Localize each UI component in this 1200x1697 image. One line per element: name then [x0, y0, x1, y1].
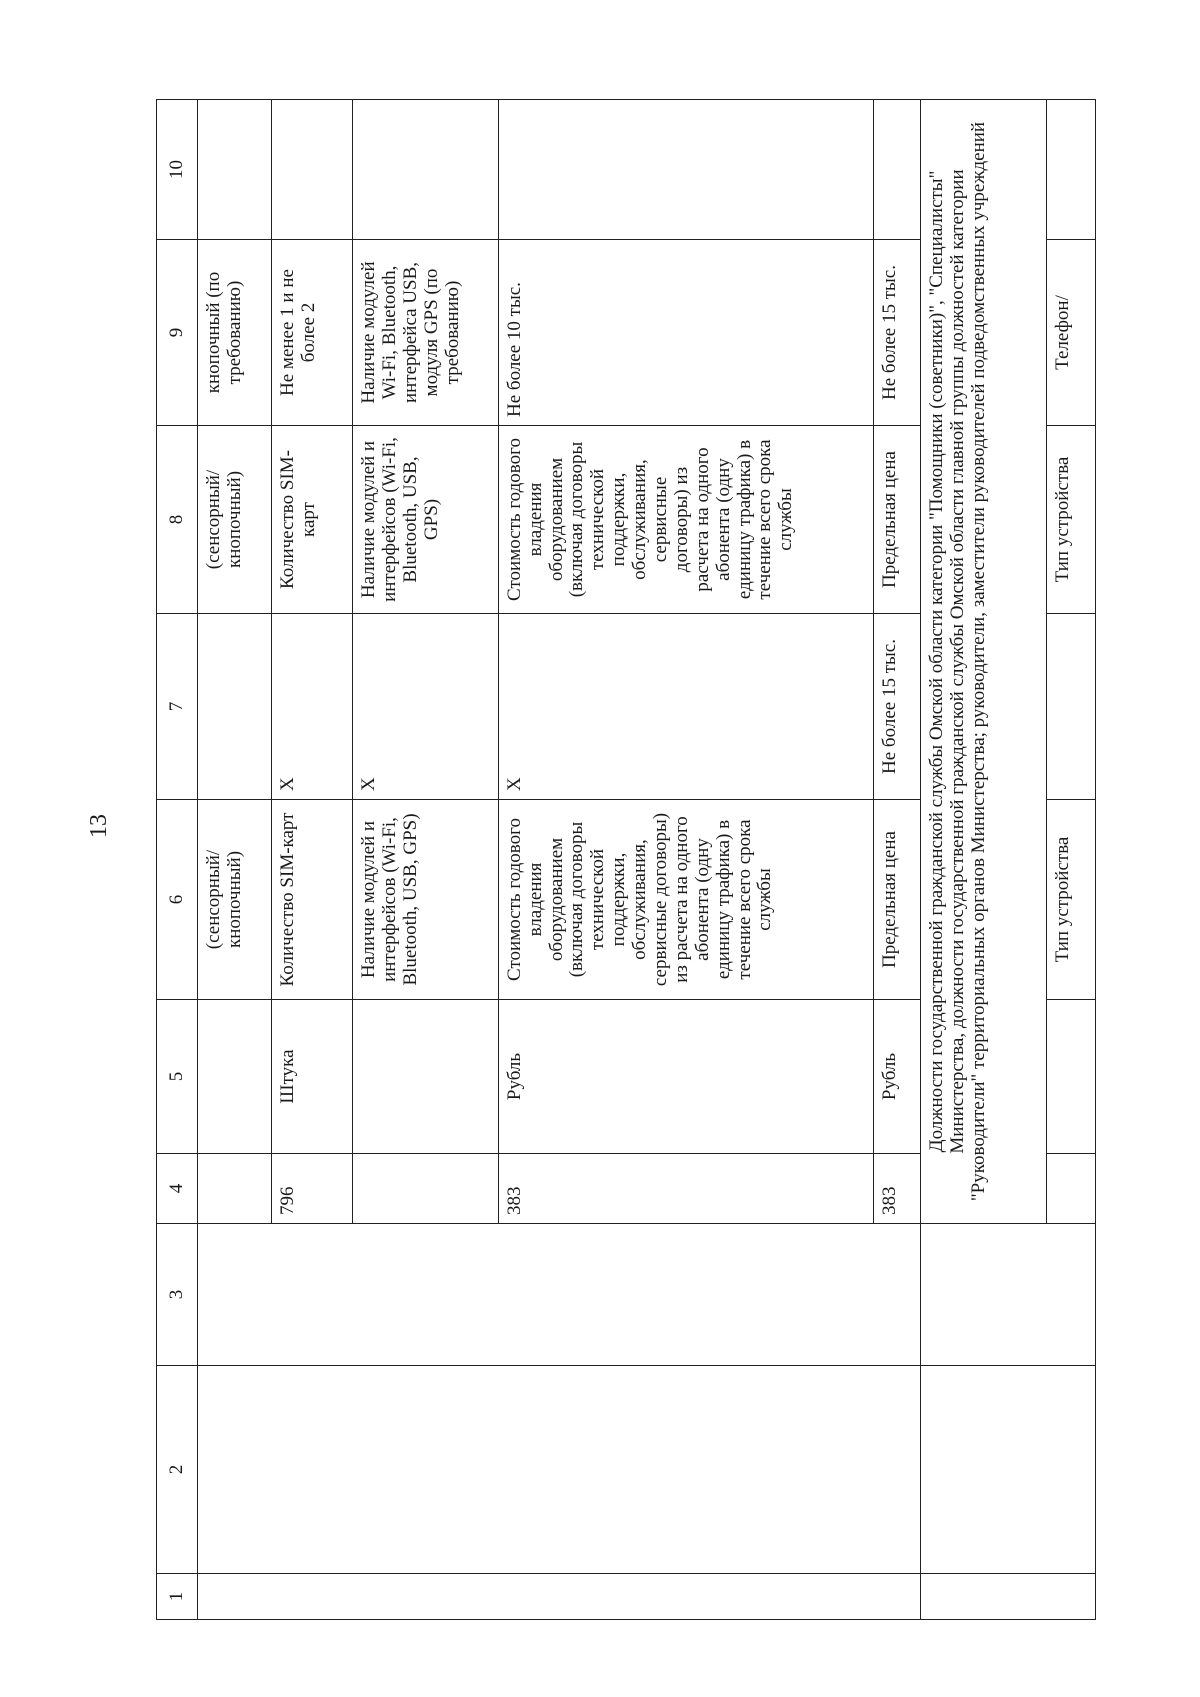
- table-cell: Предельная цена: [873, 800, 920, 1000]
- table-cell: Предельная цена: [873, 426, 920, 614]
- table-cell: [1046, 1154, 1095, 1224]
- header-cell: 3: [157, 1224, 198, 1366]
- header-cell: 9: [157, 240, 198, 426]
- table-cell: [1046, 1000, 1095, 1154]
- table-cell: (сенсорный/ кнопочный): [198, 800, 271, 1000]
- rotated-table-container: [156, 100, 1096, 1620]
- table-cell: [921, 1224, 1096, 1366]
- header-cell: 7: [157, 614, 198, 800]
- table-cell: [1046, 614, 1095, 800]
- table-cell: кнопочный (по требованию): [198, 240, 271, 426]
- table-cell: [353, 1000, 499, 1154]
- table-cell: Тип устройства: [1046, 800, 1095, 1000]
- section-heading-cell: Должности государственной гражданской службы Омской области категории "Помощники (советники)", "Специалисты" Министерства, должности государственной гражданской службы Омской области главной группы должностей категории "Руководители" территориальных органов Министерства; руководители, заместители руководителей подведомственных учреждений: [921, 100, 1047, 1224]
- table-cell: Наличие модулей и интерфейсов (Wi-Fi, Bluetooth, USB, GPS): [353, 426, 499, 614]
- table-cell: 383: [498, 1154, 873, 1224]
- table-cell: [353, 100, 499, 240]
- table-cell: [271, 100, 352, 240]
- table-cell: [198, 1574, 921, 1620]
- table-cell: [1046, 100, 1095, 240]
- table-cell: [198, 100, 271, 240]
- table-cell: Тип устройства: [1046, 426, 1095, 614]
- table-cell: [198, 1000, 271, 1154]
- table-cell: [921, 1574, 1096, 1620]
- header-cell: 8: [157, 426, 198, 614]
- header-cell: 5: [157, 1000, 198, 1154]
- table-cell: (сенсорный/ кнопочный): [198, 426, 271, 614]
- table-cell: X: [353, 614, 499, 800]
- table-cell: [198, 1154, 271, 1224]
- table-cell: Количество SIM-карт: [271, 800, 352, 1000]
- table-cell: [921, 1366, 1096, 1574]
- header-cell: 4: [157, 1154, 198, 1224]
- table-cell: X: [271, 614, 352, 800]
- table-cell: [198, 1224, 921, 1366]
- table-cell: Стоимость годового владения оборудованием (включая договоры технической поддержки, обслуживания, сервисные договоры) из расчета на одного абонента (одну единицу трафика) в течение всего срока службы: [498, 426, 873, 614]
- table-header-row: [157, 100, 198, 1620]
- table-cell: [198, 614, 271, 800]
- table-cell: X: [498, 614, 873, 800]
- table-cell: Наличие модулей Wi-Fi, Bluetooth, интерфейса USB, модуля GPS (по требованию): [353, 240, 499, 426]
- page-number: 13: [86, 814, 112, 838]
- table-row: [198, 100, 271, 1620]
- table-cell: Наличие модулей и интерфейсов (Wi-Fi, Bluetooth, USB, GPS): [353, 800, 499, 1000]
- table-cell: Количество SIM-карт: [271, 426, 352, 614]
- table-cell: [198, 1366, 921, 1574]
- header-cell: 10: [157, 100, 198, 240]
- table-cell: Телефон/: [1046, 240, 1095, 426]
- table-cell: Не более 15 тыс.: [873, 240, 920, 426]
- table-cell: [873, 100, 920, 240]
- table-cell: Не менее 1 и не более 2: [271, 240, 352, 426]
- table-cell: 383: [873, 1154, 920, 1224]
- table-cell: Рубль: [498, 1000, 873, 1154]
- table-cell: Рубль: [873, 1000, 920, 1154]
- specification-table: [156, 99, 1096, 1620]
- table-row: [921, 100, 1047, 1620]
- table-cell: [353, 1154, 499, 1224]
- table-cell: Штука: [271, 1000, 352, 1154]
- header-cell: 1: [157, 1574, 198, 1620]
- table-cell: Стоимость годового владения оборудованием (включая договоры технической поддержки, обслуживания, сервисные договоры) из расчета на одного абонента (одну единицу трафика) в течение всего срока службы: [498, 800, 873, 1000]
- table-cell: [498, 100, 873, 240]
- table-cell: 796: [271, 1154, 352, 1224]
- table-cell: Не более 15 тыс.: [873, 614, 920, 800]
- header-cell: 2: [157, 1366, 198, 1574]
- header-cell: 6: [157, 800, 198, 1000]
- table-cell: Не более 10 тыс.: [498, 240, 873, 426]
